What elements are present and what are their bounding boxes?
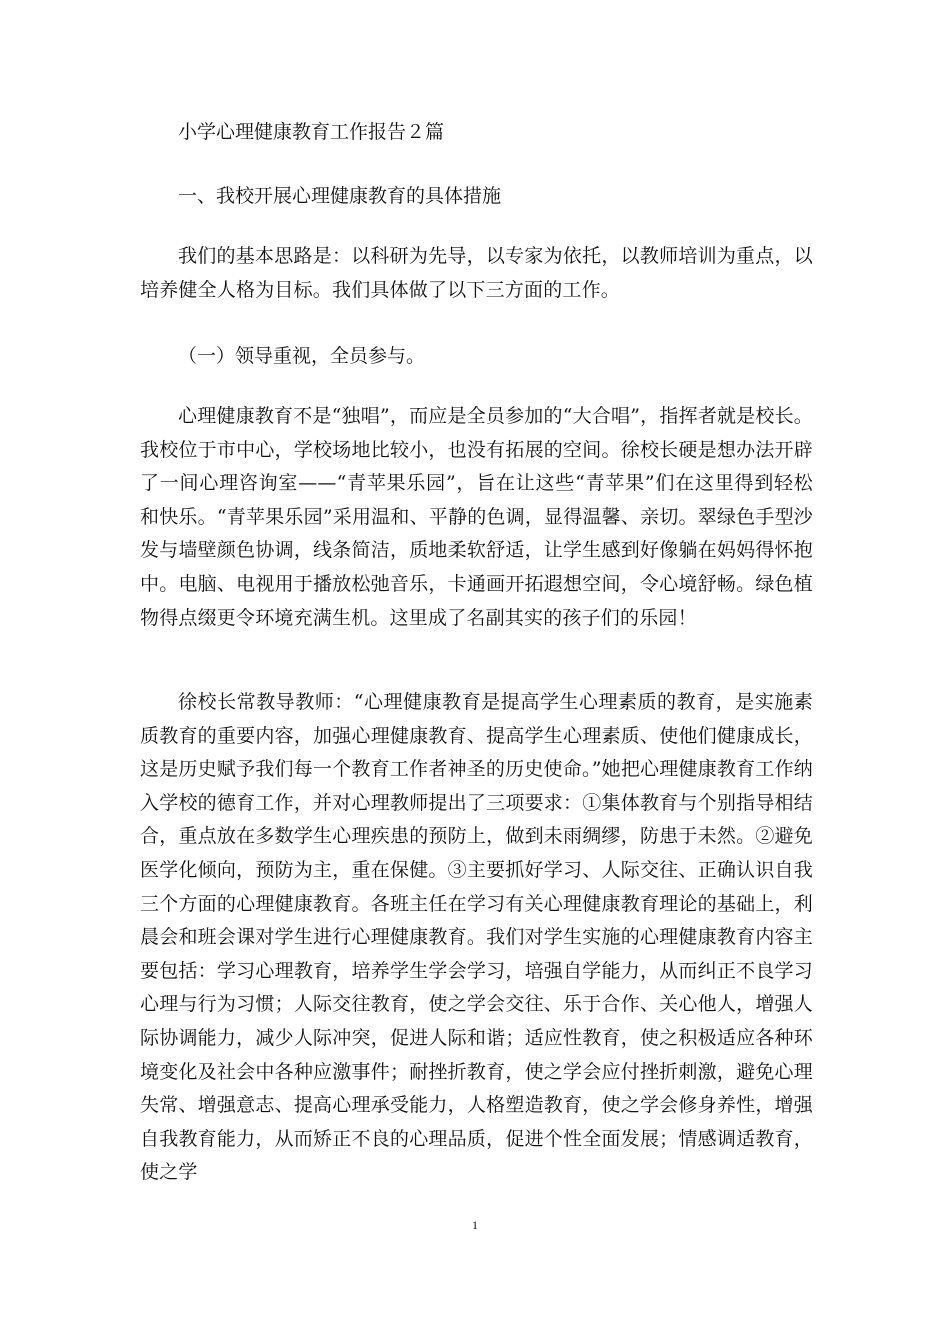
paragraph-principal-guidance: 徐校长常教导教师：“心理健康教育是提高学生心理素质的教育，是实施素质教育的重要内容，加强心理健康教育、提高学生心理素质、使他们健康成长，这是历史赋予我们每一个教育工作者神圣的历史使命。”她把心理健康教育工作纳入学校的德育工作，并对心理教师提出了三项要求：①集体教育与个别指导相结合，重点放在多数学生心理疾患的预防上，做到未雨绸缪，防患于未然。②避免医学化倾向，预防为主，重在保健。③主要抓好学习、人际交往、正确认识自我三个方面的心理健康教育。各班主任在学习有关心理健康教育理论的基础上，利晨会和班会课对学生进行心理健康教育。我们对学生实施的心理健康教育内容主要包括：学习心理教育，培养学生学会学习，培强自学能力，从而纠正不良学习心理与行为习惯；人际交往教育，使之学会交往、乐于合作、关心他人，增强人际协调能力，减少人际冲突，促进人际和谐；适应性教育，使之积极适应各种环境变化及社会中各种应激事件；耐挫折教育，使之学会应付挫折刺激，避免心理失常、增强意志、提高心理承受能力，人格塑造教育，使之学会修身养性，增强自我教育能力，从而矫正不良的心理品质，促进个性全面发展；情感调适教育，使之学	[140, 691, 813, 1184]
subsection-heading: （一）领导重视，全员参与。	[178, 345, 426, 367]
section-heading: 一、我校开展心理健康教育的具体措施	[178, 185, 502, 207]
paragraph-leadership: 心理健康教育不是“独唱”，而应是全员参加的“大合唱”，指挥者就是校长。我校位于市中心，学校场地比较小，也没有拓展的空间。徐校长硬是想办法开辟了一间心理咨询室——“青苹果乐园”，旨在让这些“青苹果”们在这里得到轻松和快乐。“青苹果乐园”采用温和、平静的色调，显得温馨、亲切。翠绿色手型沙发与墙壁颜色协调，线条简洁，质地柔软舒适，让学生感到好像躺在妈妈得怀抱中。电脑、电视用于播放松弛音乐，卡通画开拓遐想空间，令心境舒畅。绿色植物得点缀更令环境充满生机。这里成了名副其实的孩子们的乐园！	[140, 405, 813, 629]
page-number: 1	[472, 1218, 478, 1232]
document-title: 小学心理健康教育工作报告２篇	[178, 121, 445, 143]
intro-paragraph: 我们的基本思路是：以科研为先导，以专家为依托，以教师培训为重点，以培养健全人格为目标。我们具体做了以下三方面的工作。	[140, 245, 813, 301]
